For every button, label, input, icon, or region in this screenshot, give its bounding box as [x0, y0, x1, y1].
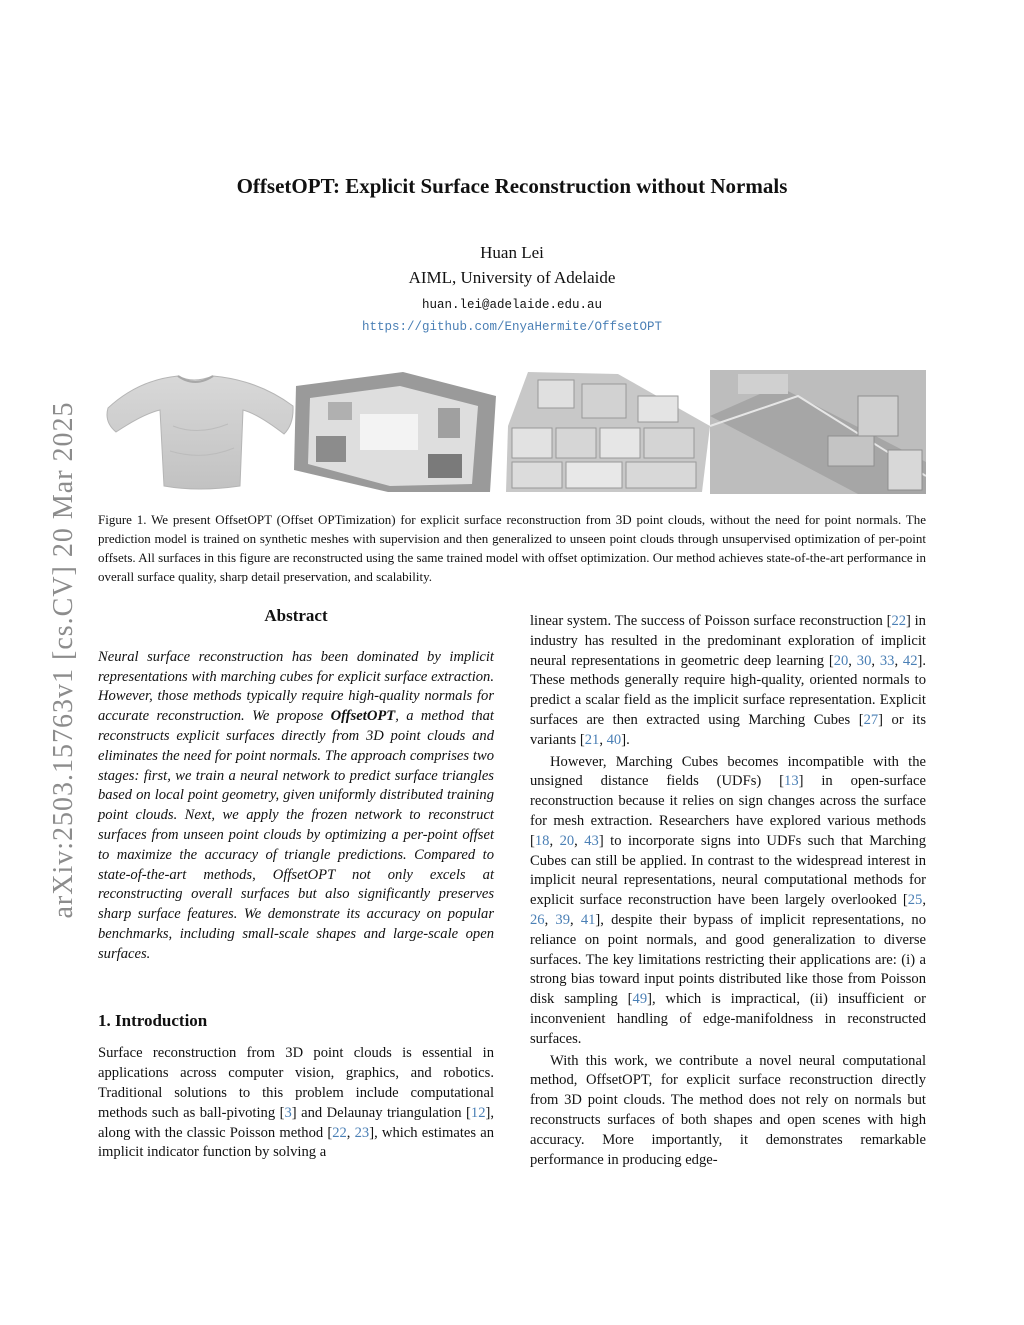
citation[interactable]: 42 [902, 652, 918, 669]
github-link[interactable]: https://github.com/EnyaHermite/OffsetOPT [361, 320, 663, 334]
arxiv-id: arXiv:2503.15763v1 [cs.CV] 20 Mar 2025 [48, 401, 79, 919]
citation[interactable]: 41 [580, 911, 596, 928]
citation[interactable]: 12 [470, 1104, 486, 1121]
figure-1-renders [98, 366, 926, 496]
method-name: OffsetOPT [330, 708, 396, 725]
citation[interactable]: 3 [284, 1104, 292, 1121]
author-affiliation: AIML, University of Adelaide [408, 268, 616, 287]
street-render [710, 370, 926, 494]
citation[interactable]: 43 [584, 832, 599, 849]
shirt-render [107, 376, 293, 489]
citation[interactable]: 13 [784, 773, 799, 790]
citation[interactable]: 22 [891, 613, 907, 629]
author-block [98, 240, 926, 338]
citation[interactable]: 27 [863, 711, 879, 728]
room-render [294, 372, 496, 492]
citation[interactable]: 20 [559, 832, 575, 849]
abstract [98, 648, 494, 965]
intro-paragraph-1: Surface reconstruction from 3D point clouds is essential in applications across computer vision, graphics, and robotics. Traditional solutions to this problem include computational methods such as ball-pivoting [3] and Delaunay triangulation [12], along with the classic Poisson method [22, 23], which estimates an implicit indicator function by solving a [98, 1045, 494, 1161]
abstract-text: Neural surface reconstruction has been dominated by implicit representations with marching cubes for explicit surface extraction. However, those methods typically require high-quality normals for accurate reconstruction. We propose OffsetOPT, a method that reconstructs explicit surfaces directly from 3D point clouds and eliminates the need for point normals. The approach comprises two stages: first, we train a neural network to predict surface triangles based on local point geometry, given uniformly distributed training point clouds. Next, we apply the frozen network to reconstruct surfaces from unseen point clouds by optimizing a per-point offset to maximize the accuracy of triangle predictions. Compared to state-of-the-art methods, OffsetOPT not only excels at reconstructing overall surfaces but also significantly preserves sharp surface features. We demonstrate its accuracy on popular benchmarks, including small-scale shapes and large-scale open surfaces. [98, 648, 494, 962]
abstract-heading: Abstract [264, 606, 328, 625]
author-name: Huan Lei [480, 243, 544, 262]
intro-paragraph-2: linear system. The success of Poisson surface reconstruction [22] in industry has resulted in the predominant exploration of implicit neural representations in geometric deep learning [20, 30, 33, 42]. These methods generally require high-quality, oriented normals to predict a scalar field as the implicit surface representation. Explicit surfaces are then extracted using Marching Cubes [27] or its variants [21, 40]. [530, 613, 927, 748]
citation[interactable]: 20 [833, 652, 849, 669]
intro-paragraph-4: With this work, we contribute a novel neural computational method, OffsetOPT, for explicit surface reconstruction directly from 3D point clouds. The method does not rely on normals but reconstructs surfaces of both shapes and open scenes with high accuracy. More importantly, it demonstrates remarkable performance in producing edge- [530, 1052, 926, 1168]
citation[interactable]: 49 [632, 991, 648, 1008]
figure-caption: Figure 1. We present OffsetOPT (Offset OPTimization) for explicit surface reconstruction from 3D point clouds, without the need for point normals. The prediction model is trained on synthetic meshes with supervision and then generalized to unseen point clouds through unsupervised optimization of per-point offsets. All surfaces in this figure are reconstructed using the same trained model with offset optimization. Our method achieves state-of-the-art performance in overall surface quality, sharp detail preservation, and scalability. [98, 512, 927, 584]
citation[interactable]: 22 [332, 1124, 347, 1141]
left-column [98, 606, 494, 1163]
citation[interactable]: 26 [530, 911, 545, 928]
author-email[interactable]: huan.lei@adelaide.edu.au [421, 298, 603, 312]
intro-heading: 1. Introduction [98, 1010, 208, 1030]
figure-1 [98, 366, 926, 496]
citation[interactable]: 40 [606, 731, 622, 748]
citation[interactable]: 23 [354, 1124, 370, 1141]
citation[interactable]: 18 [534, 832, 550, 849]
citation[interactable]: 25 [907, 892, 923, 909]
citation[interactable]: 21 [584, 731, 600, 748]
city-render [506, 372, 710, 492]
right-column [530, 612, 926, 1170]
arxiv-side-stamp [18, 340, 78, 980]
citation[interactable]: 30 [856, 652, 872, 669]
citation[interactable]: 33 [879, 652, 895, 669]
intro-paragraph-3: However, Marching Cubes becomes incompatible with the unsigned distance fields (UDFs) [13] in open-surface reconstruction because it relies on sign changes across the surface for mesh extraction. Researchers have explored various methods [18, 20, 43] to incorporate signs into UDFs such that Marching Cubes can still be applied. In contrast to the widespread interest in implicit neural representations, neural computational methods for explicit surface reconstruction have been largely overlooked [25, 26, 39, 41], despite their bypass of implicit representations, no reliance on point normals, and good generalization to diverse surfaces. The key limitations restricting their applications are: (i) a strong bias toward input points distributed like those from Poisson disk sampling [49], which is impractical, (ii) insufficient or inconvenient handling of edge-manifoldness in reconstructed surfaces. [530, 753, 926, 1047]
citation[interactable]: 39 [555, 911, 570, 928]
paper-title: OffsetOPT: Explicit Surface Reconstruction without Normals [236, 174, 788, 198]
